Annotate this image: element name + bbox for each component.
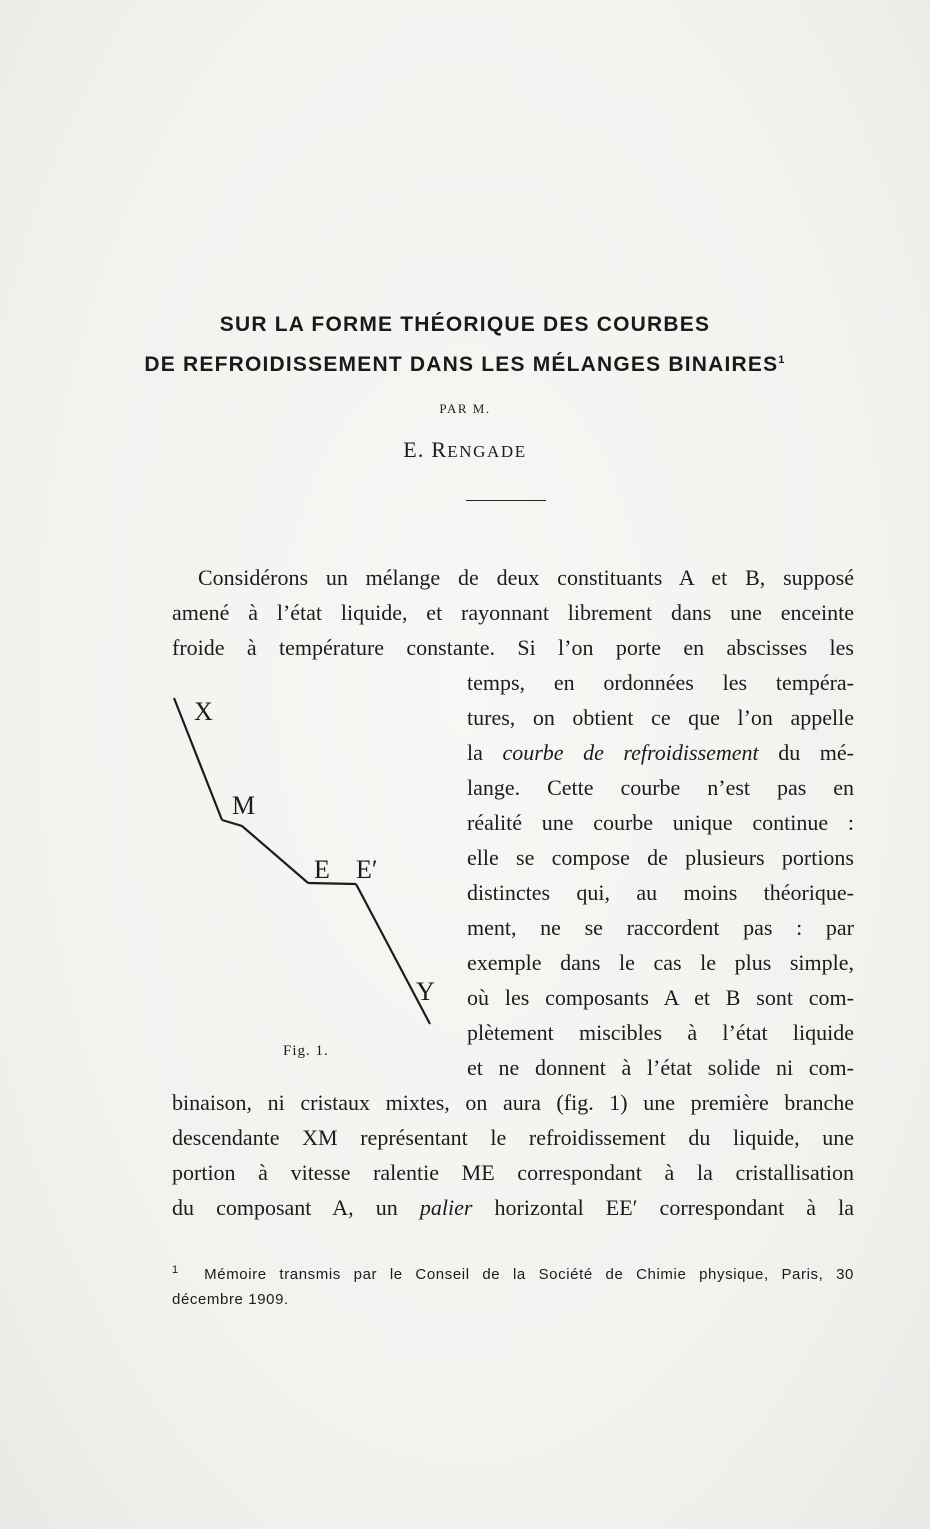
title-text-2: DE REFROIDISSEMENT DANS LES MÉLANGES BINAIRES [144,353,779,376]
body-line-14: plètement miscibles à l’état liquide [467,1020,854,1045]
figure-1-cooling-curve [160,680,450,1080]
body-line-13: où les composants A et B sont com- [467,985,854,1010]
cooling-curve-diagram [160,680,450,1080]
body-line-18: portion à vitesse ralentie ME correspondant à la cristallisation [172,1160,854,1185]
emphasis-courbe-de-refroidissement: courbe de refroidissement [502,740,759,765]
footnote-line-2: décembre 1909. [172,1291,289,1308]
body-line-6: la courbe de refroidissement du mé- [467,740,854,765]
footnote-text-1: Mémoire transmis par le Conseil de la Société de Chimie physique, Paris, 30 [204,1266,854,1283]
body-line-15: et ne donnent à l’état solide ni com- [467,1055,854,1080]
footnote-line-1 [172,1262,854,1287]
author-rest: ENGADE [447,442,527,461]
body-line-12: exemple dans le cas le plus simple, [467,950,854,975]
body-line-19: du composant A, un palier horizontal EE′ correspondant à la [172,1195,854,1220]
article-title-line-2 [0,353,930,377]
title-text-1: SUR LA FORME THÉORIQUE DES COURBES [219,313,711,336]
byline-par: PAR M. [439,401,491,416]
title-footnote-mark: 1 [778,354,786,366]
author-name [0,437,930,463]
body-line-8: réalité une courbe unique continue : [467,810,854,835]
label-y: Y [416,977,435,1006]
body-line-4: temps, en ordonnées les tempéra- [467,670,854,695]
label-e: E [314,855,330,884]
author-initial: E. R [403,437,448,462]
article-title-line-1 [0,313,930,337]
figure-1-caption: Fig. 1. [283,1043,329,1059]
label-m: M [232,791,256,820]
label-e-prime: E′ [356,855,378,884]
body-line-5: tures, on obtient ce que l’on appelle [467,705,854,730]
label-x: X [194,697,213,726]
body-line-11: ment, ne se raccordent pas : par [467,915,854,940]
body-line-7: lange. Cette courbe n’est pas en [467,775,854,800]
emphasis-palier: palier [419,1195,473,1220]
body-line-2: amené à l’état liquide, et rayonnant librement dans une enceinte [172,600,854,625]
footnote-mark: 1 [172,1264,179,1276]
body-line-17: descendante XM représentant le refroidissement du liquide, une [172,1125,854,1150]
body-line-1: Considérons un mélange de deux constituants A et B, supposé [198,565,854,590]
curve-segment-me [222,820,308,883]
body-line-10: distinctes qui, au moins théorique- [467,880,854,905]
body-line-16: binaison, ni cristaux mixtes, on aura (fig. 1) une première branche [172,1090,854,1115]
body-line-3: froide à température constante. Si l’on porte en abscisses les [172,635,854,660]
title-divider-rule [466,500,546,501]
body-line-9: elle se compose de plusieurs portions [467,845,854,870]
